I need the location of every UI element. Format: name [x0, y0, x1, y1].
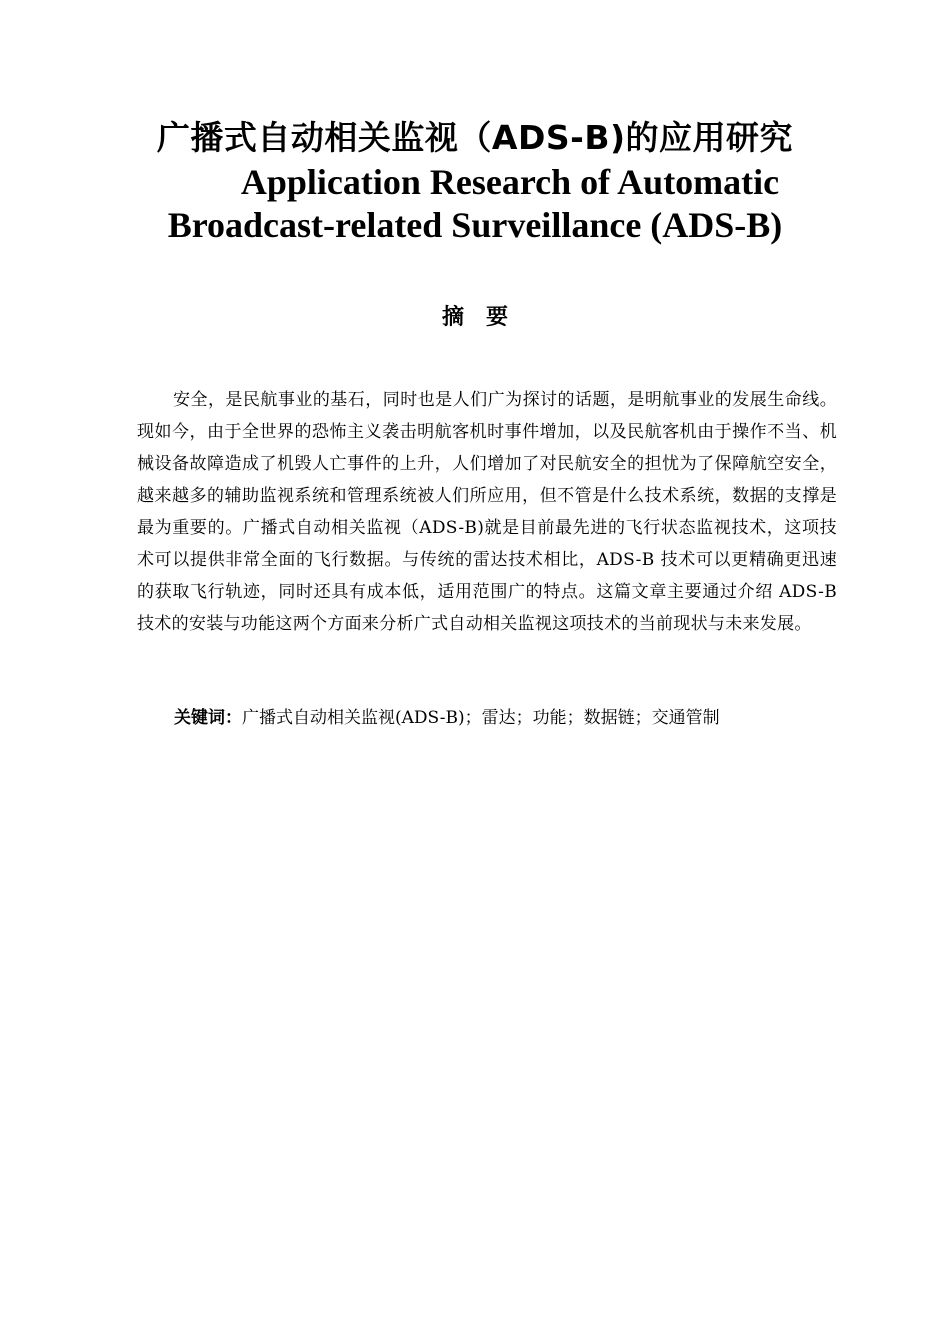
abstract-heading: 摘要 — [441, 305, 530, 330]
abstract-body: 安全，是民航事业的基石，同时也是人们广为探讨的话题，是明航事业的发展生命线。现如今，由于全世界的恐怖主义袭击明航客机时事件增加，以及民航客机由于操作不当、机械设备故障造成了机毁人亡事件的上升，人们增加了对民航安全的担忧为了保障航空安全，越来越多的辅助监视系统和管理系统被人们所应用，但不管是什么技术系统，数据的支撑是最为重要的。广播式自动相关监视（ADS-B)就是目前最先进的飞行状态监视技术，这项技术可以提供非常全面的飞行数据。与传统的雷达技术相比，ADS-B 技术可以更精确更迅速的获取飞行轨迹，同时还具有成本低，适用范围广的特点。这篇文章主要通过介绍 ADS-B 技术的安装与功能这两个方面来分析广式自动相关监视这项技术的当前现状与未来发展。 — [137, 390, 837, 634]
title-english-line2: Broadcast-related Surveillance (ADS-B) — [167, 205, 783, 245]
keywords-label: 关键词： — [174, 708, 242, 728]
title-english-line1: Application Research of Automatic — [240, 162, 780, 202]
title-chinese: 广播式自动相关监视（ADS-B)的应用研究 — [156, 118, 794, 157]
keywords-text: 广播式自动相关监视(ADS-B)；雷达；功能；数据链；交通管制 — [242, 708, 720, 728]
keywords-line — [174, 702, 834, 734]
